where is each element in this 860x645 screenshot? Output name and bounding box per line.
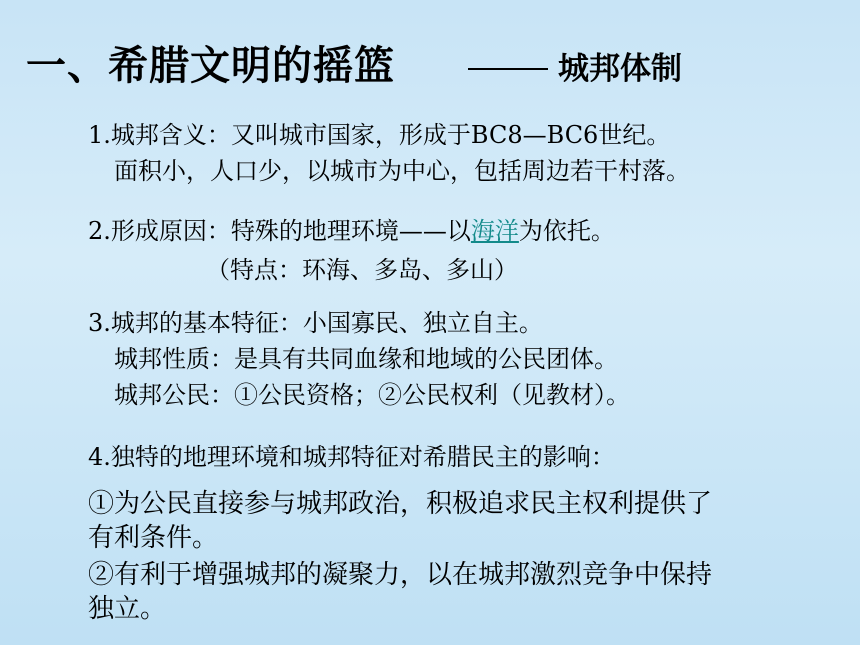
section4-point1-line1: ①为公民直接参与城邦政治，积极追求民主权利提供了 [88,489,713,519]
section3-line1: 3.城邦的基本特征：小国寡民、独立自主。 [88,309,543,337]
section4-heading: 4.独特的地理环境和城邦特征对希腊民主的影响： [88,443,615,471]
section2-line1-after: 为依托。 [518,217,615,245]
title-divider-line [468,68,548,70]
section4-point1-line2: 有利条件。 [88,523,219,553]
slide-subtitle: 城邦体制 [558,51,682,87]
slide-title: 一、希腊文明的摇篮 [26,43,395,89]
section1-line2: 面积小，人口少，以城市为中心，包括周边若干村落。 [114,157,690,185]
section1-line1: 1.城邦含义：又叫城市国家，形成于BC8—BC6世纪。 [88,121,671,149]
section4-point2-line2: 独立。 [88,594,167,624]
section2-line2: （特点：环海、多岛、多山） [206,256,518,284]
section2-line1-before: 2.形成原因：特殊的地理环境——以 [88,217,471,245]
ocean-link[interactable]: 海洋 [470,217,519,245]
section2-line1 [88,215,615,247]
section3-line2: 城邦性质：是具有共同血缘和地域的公民团体。 [114,345,618,373]
section4-point2-line1: ②有利于增强城邦的凝聚力，以在城邦激烈竞争中保持 [88,560,713,590]
section3-line3: 城邦公民：①公民资格；②公民权利（见教材）。 [114,381,630,409]
